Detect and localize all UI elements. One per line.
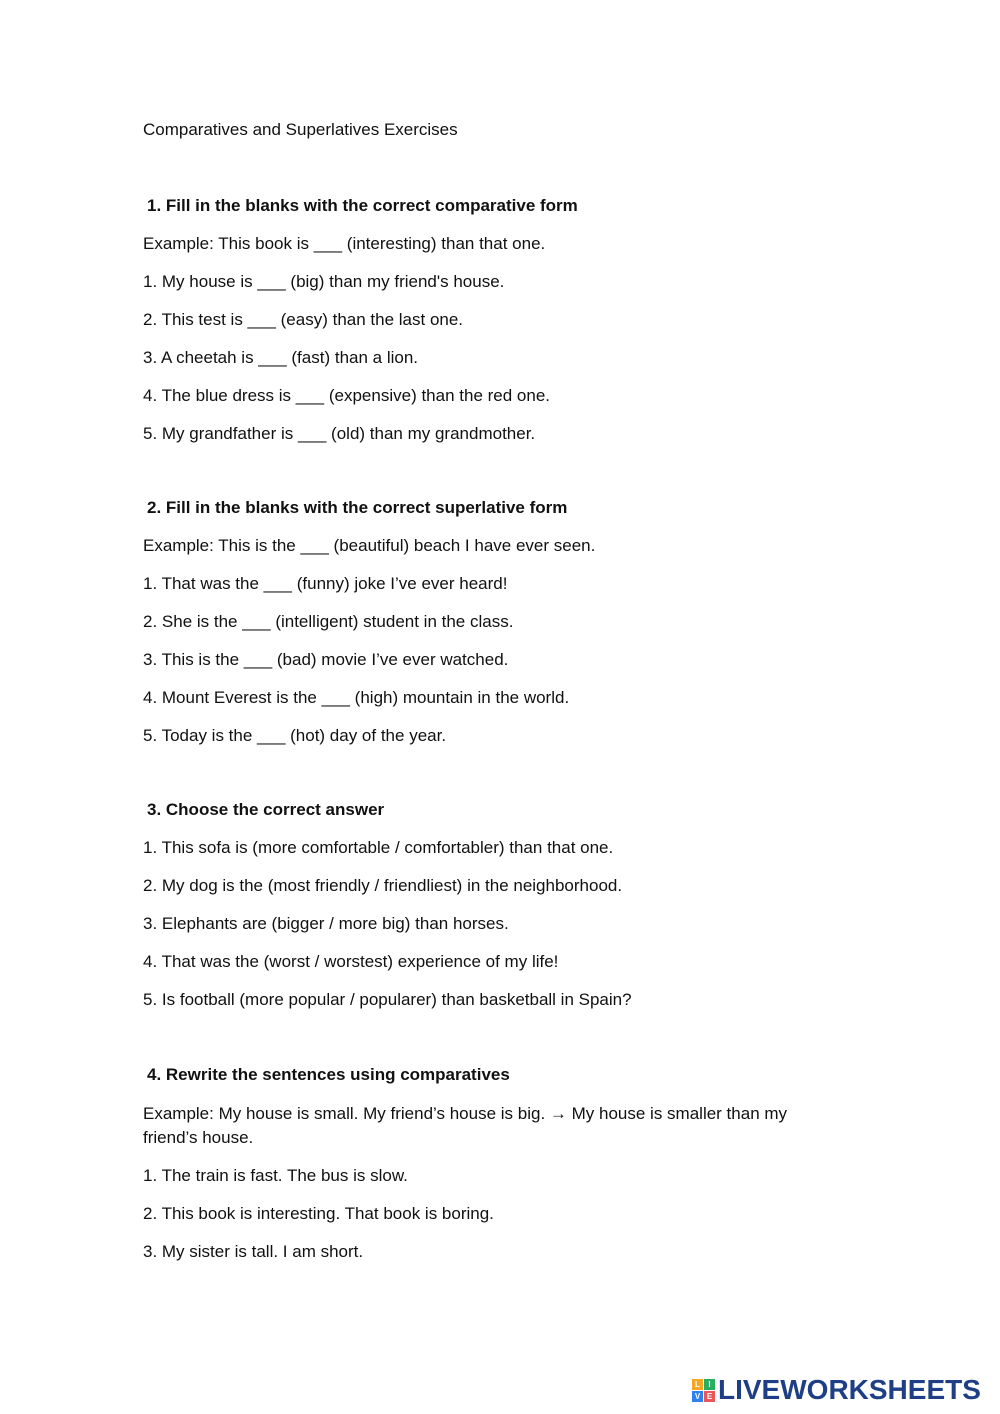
exercise-line: 2. This book is interesting. That book is boring.: [143, 1204, 494, 1223]
exercise-line: 5. Is football (more popular / popularer) than basketball in Spain?: [143, 989, 632, 1009]
section-heading: 3. Choose the correct answer: [147, 800, 385, 819]
exercise-line: 5. My grandfather is ___ (old) than my grandmother.: [143, 423, 536, 443]
example-line: Example: My house is small. My friend’s house is big. → My house is smaller than my friend’s house.: [143, 1103, 788, 1147]
page-title: Comparatives and Superlatives Exercises: [143, 120, 458, 139]
section-heading: 1. Fill in the blanks with the correct comparative form: [147, 196, 578, 215]
exercise-line: 1. That was the ___ (funny) joke I’ve ever heard!: [143, 573, 508, 593]
exercise-line: 1. The train is fast. The bus is slow.: [143, 1166, 408, 1185]
exercise-line: 5. Today is the ___ (hot) day of the year.: [143, 725, 447, 745]
logo-mark-letter: V: [692, 1391, 703, 1402]
logo-mark-icon: [692, 1379, 715, 1402]
exercise-line: 3. A cheetah is ___ (fast) than a lion.: [143, 347, 419, 367]
exercise-line: 2. This test is ___ (easy) than the last one.: [143, 309, 464, 329]
exercise-line: 4. That was the (worst / worstest) experience of my life!: [143, 951, 559, 971]
section-heading: 4. Rewrite the sentences using comparatives: [147, 1065, 510, 1084]
section-rewrite: [143, 1064, 843, 1279]
exercise-line: 4. The blue dress is ___ (expensive) than the red one.: [143, 385, 550, 405]
exercise-line: 3. This is the ___ (bad) movie I’ve ever watched.: [143, 649, 509, 669]
section-choose-answer: [143, 799, 843, 1027]
example-line: Example: This is the ___ (beautiful) beach I have ever seen.: [143, 535, 596, 555]
section-comparative: [143, 195, 843, 461]
example-line: Example: This book is ___ (interesting) than that one.: [143, 233, 546, 253]
exercise-line: 1. This sofa is (more comfortable / comfortabler) than that one.: [143, 837, 614, 857]
logo-mark-letter: L: [692, 1379, 703, 1390]
logo-mark-letter: E: [704, 1391, 715, 1402]
exercise-line: 2. My dog is the (most friendly / friendliest) in the neighborhood.: [143, 875, 623, 895]
exercise-line: 3. Elephants are (bigger / more big) than horses.: [143, 913, 509, 933]
logo-mark-letter: I: [704, 1379, 715, 1390]
liveworksheets-logo: [692, 1375, 981, 1405]
exercise-line: 1. My house is ___ (big) than my friend's house.: [143, 271, 505, 291]
section-heading: 2. Fill in the blanks with the correct superlative form: [147, 498, 568, 517]
section-superlative: [143, 497, 843, 763]
exercise-line: 2. She is the ___ (intelligent) student in the class.: [143, 611, 514, 631]
logo-text: LIVEWORKSHEETS: [718, 1374, 981, 1405]
exercise-line: 4. Mount Everest is the ___ (high) mountain in the world.: [143, 687, 570, 707]
exercise-line: 3. My sister is tall. I am short.: [143, 1242, 364, 1261]
